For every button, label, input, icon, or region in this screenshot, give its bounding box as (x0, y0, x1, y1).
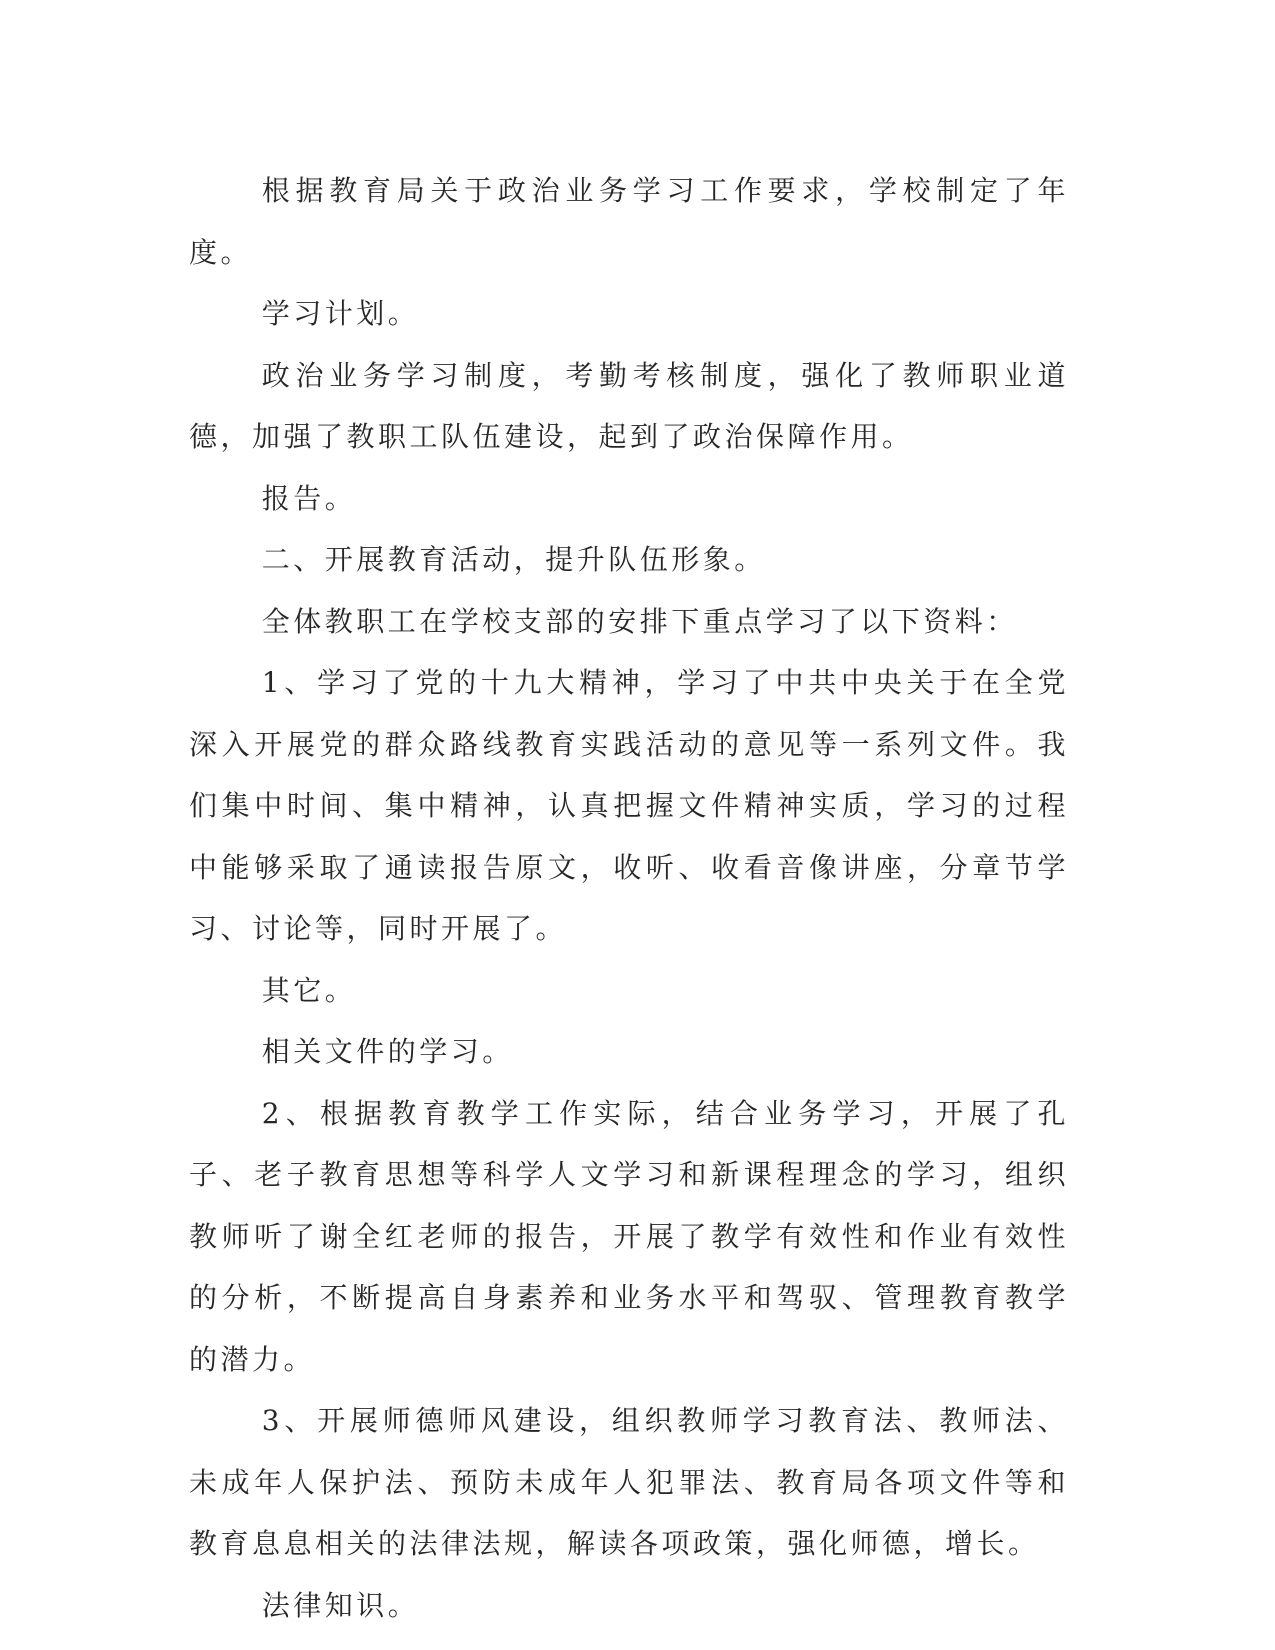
paragraph: 相关文件的学习。 (261, 1035, 514, 1068)
paragraph: 全体教职工在学校支部的安排下重点学习了以下资料： (261, 604, 1018, 638)
list-item: 2、根据教育教学工作实际，结合业务学习，开展了孔子、老子教育思想等科学人文学习和新课程理念的学习，组织教师听了谢全红老师的报告，开展了教学有效性和作业有效性的分析，不断提高自身素养和业务水平和驾驭、管理教育教学的潜力。 (189, 1096, 1069, 1376)
section-heading: 二、开展教育活动，提升队伍形象。 (261, 543, 766, 576)
paragraph: 政治业务学习制度，考勤考核制度，强化了教师职业道德，加强了教职工队伍建设，起到了政治保障作用。 (189, 358, 1069, 453)
paragraph: 学习计划。 (261, 297, 420, 330)
paragraph: 法律知识。 (261, 1588, 420, 1622)
paragraph: 其它。 (261, 973, 357, 1007)
list-item: 3、开展师德师风建设，组织教师学习教育法、教师法、未成年人保护法、预防未成年人犯罪法、教育局各项文件等和教育息息相关的法律法规，解读各项政策，强化师德，增长。 (189, 1404, 1069, 1560)
list-item: 1、学习了党的十九大精神，学习了中共中央关于在全党深入开展党的群众路线教育实践活动的意见等一系列文件。我们集中时间、集中精神，认真把握文件精神实质，学习的过程中能够采取了通读报告原文，收听、收看音像讲座，分章节学习、讨论等，同时开展了。 (189, 666, 1069, 945)
paragraph: 报告。 (261, 481, 357, 515)
paragraph: 根据教育局关于政治业务学习工作要求，学校制定了年度。 (189, 174, 1069, 269)
document-body (189, 160, 1069, 1636)
